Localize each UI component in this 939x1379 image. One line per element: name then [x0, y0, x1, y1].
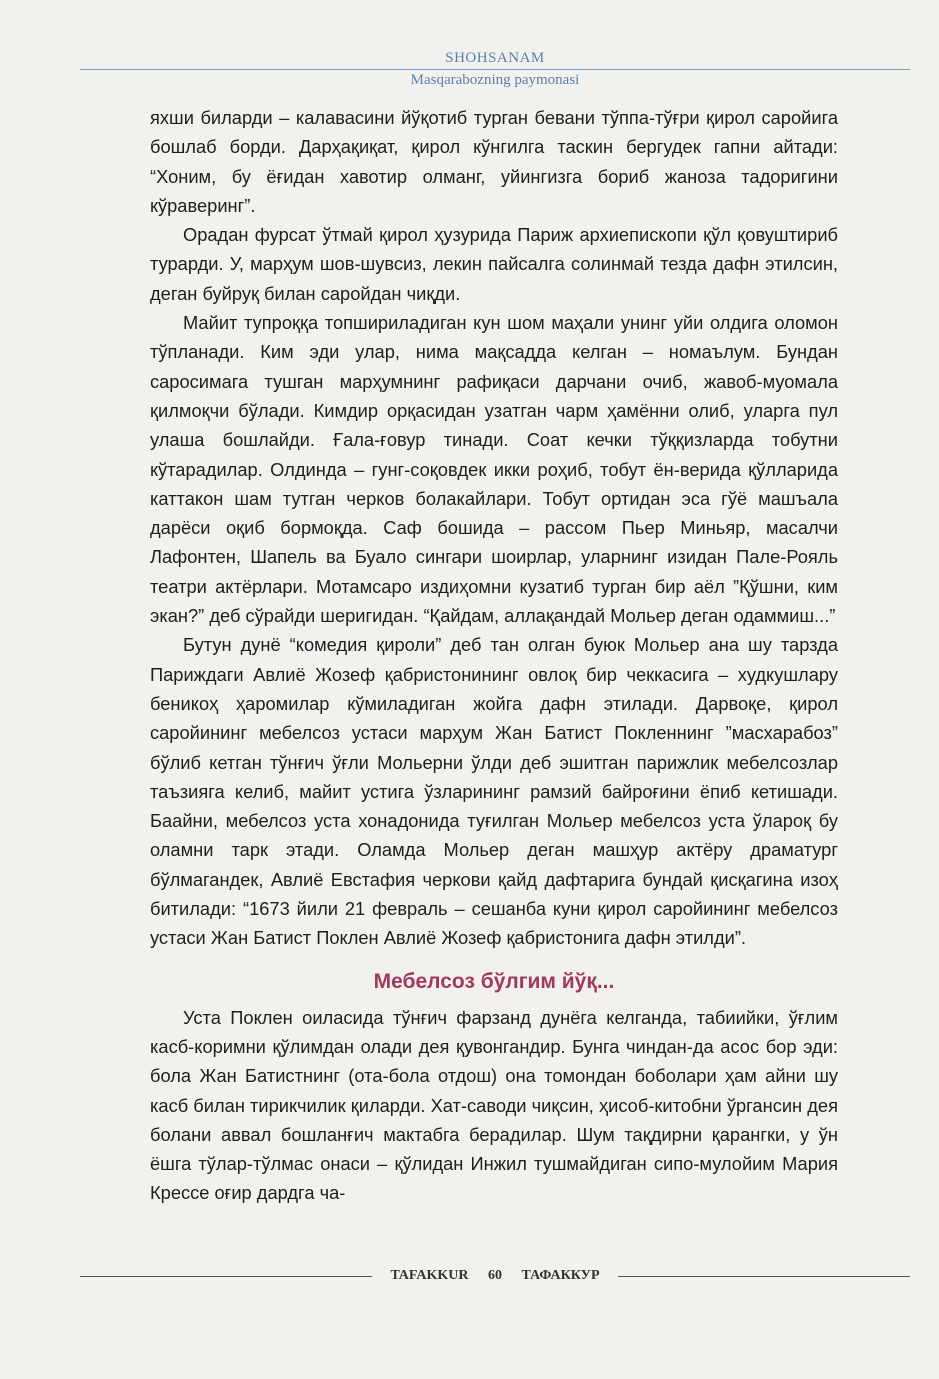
footer-rule-left — [80, 1276, 372, 1277]
footer-rule-right — [618, 1276, 910, 1277]
footer-journal-cyrillic: ТАФАККУР — [521, 1268, 600, 1283]
footer-label — [372, 1268, 617, 1284]
running-header — [80, 50, 910, 89]
header-divider — [80, 69, 910, 70]
body-paragraph: Бутун дунё “комедия қироли” деб тан олган буюк Мольер ана шу тарзда Париждаги Авлиё Жозеф қабристонининг овлоқ бир чеккасига – худкушлару беникоҳ ҳаромилар кўмиладиган жойга дафн этилади. Дарвоқе, қирол саройининг мебелсоз устаси марҳум Жан Батист Покленнинг ”масхарабоз” бўлиб кетган тўнғич ўғли Мольерни ўлди деб эшитган парижлик мебелсозлар таъзияга келиб, майит устига ўзларининг рамзий байроғини ёпиб кетишади. Баайни, мебелсоз уста хонадонида туғилган Мольер мебелсоз уста ўлароқ бу оламни тарк этади. Оламда Мольер деган машҳур актёру драматург бўлмагандек, Авлиё Евстафия черкови қайд дафтарига бундай қисқагина изоҳ битилади: “1673 йили 21 февраль – сешанба куни қирол саройининг мебелсоз устаси Жан Батист Поклен Авлиё Жозеф қабристонига дафн этилди”. — [150, 634, 838, 949]
body-paragraph: Орадан фурсат ўтмай қирол ҳузурида Париж архиепископи қўл қовуштириб турарди. У, марҳум шов-шувсиз, лекин пайсалга солинмай тезда дафн этилсин, деган буйруқ билан саройдан чиқди. — [150, 224, 838, 304]
journal-section-title: SHOHSANAM — [445, 50, 545, 66]
page-footer — [80, 1268, 910, 1284]
body-paragraph: Уста Поклен оиласида тўнғич фарзанд дунёга келганда, табиийки, ўғлим касб-коримни қўлимдан олади дея қувонгандир. Бунга чиндан-да асос бор эди: бола Жан Батистнинг (ота-бола отдош) она томондан боболари ҳам айни шу касб билан тирикчилик қиларди. Хат-саводи чиқсин, ҳисоб-китобни ўргансин дея болани аввал бошланғич мактабга берадилар. Шум тақдирни қарангки, у ўн ёшга тўлар-тўлмас онаси – қўлидан Инжил тушмайдиган сипо-мулойим Мария Крессе оғир дардга ча- — [150, 1006, 838, 1204]
footer-journal-latin: TAFAKKUR — [390, 1268, 469, 1283]
body-paragraph: Майит тупроққа топшириладиган кун шом маҳали унинг уйи олдига оломон тўпланади. Ким эди улар, нима мақсадда келган – номаълум. Бундан саросимага тушган марҳумнинг рафиқаси дарчани очиб, жавоб-муомала қилмоқчи бўлади. Кимдир орқасидан узатган чарм ҳамённи олиб, уларга пул улаша бошлайди. Ғала-ғовур тинади. Соат кечки тўққизларда тобутни кўтарадилар. Олдинда – гунг-соқовдек икки роҳиб, тобут ён-верида қўлларида каттакон шам тутган черков болакайлари. Тобут ортидан эса гўё машъала дарёси оқиб бормоқда. Саф бошида – рассом Пьер Миньяр, масалчи Лафонтен, Шапель ва Буало сингари шоирлар, уларнинг изидан Пале-Рояль театри актёрлари. Мотамсаро издиҳомни кузатиб турган бир аёл ”Қўшни, ким экан?” деб сўрайди шеригидан. “Қайдам, аллақандай Мольер деган одаммиш...” — [150, 312, 838, 627]
page-number: 60 — [488, 1268, 503, 1283]
article-title: Masqarabozning paymonasi — [410, 72, 580, 88]
section-heading: Мебелсоз бўлгим йўқ... — [373, 969, 615, 993]
body-paragraph: яхши биларди – калавасини йўқотиб турган бевани тўппа-тўғри қирол саройига бошлаб борди. Дарҳақиқат, қирол кўнгилга таскин бергудек гапни айтади: “Хоним, бу ёғидан хавотир олманг, уйингизга бориб жаноза тадоригини кўраверинг”. — [150, 107, 838, 216]
article-body — [150, 103, 838, 1208]
